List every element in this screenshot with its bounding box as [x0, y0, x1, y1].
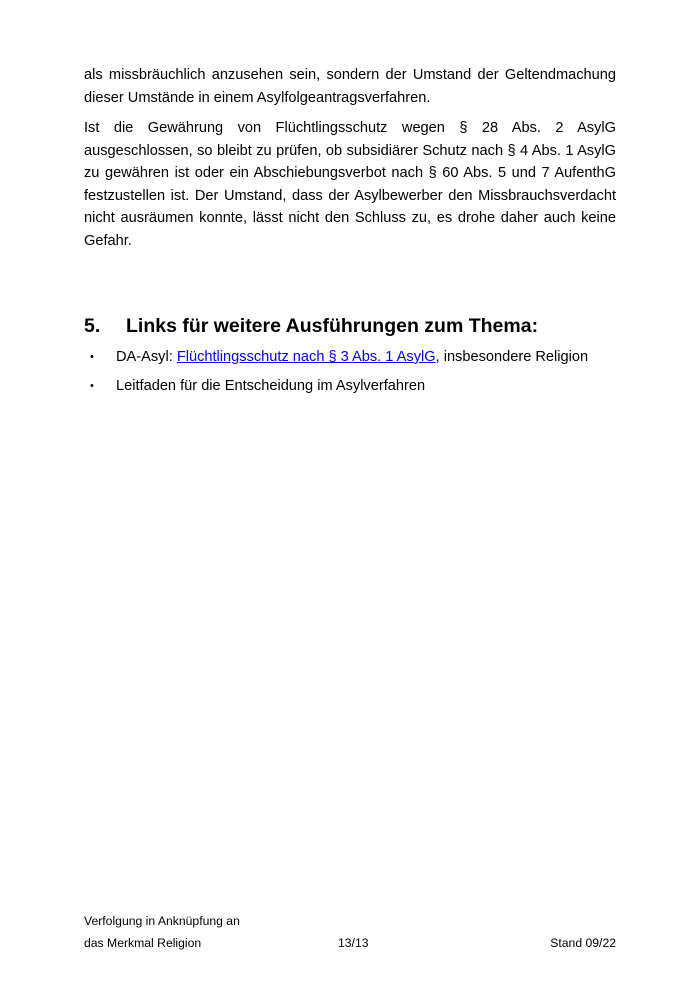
page-content — [84, 64, 616, 403]
section-number: 5. — [84, 315, 101, 337]
page-number: 13/13 — [338, 936, 369, 950]
list-item-prefix: DA-Asyl: — [116, 349, 177, 365]
footer-row — [84, 932, 616, 954]
section-heading — [84, 314, 616, 338]
footer-title-line-1: Verfolgung in Anknüpfung an — [84, 914, 240, 928]
paragraph-1: als missbräuchlich anzusehen sein, sondern der Umstand der Geltendmachung dieser Umstände in einem Asylfolgeantragsverfahren. — [84, 67, 616, 106]
fluechtlingsschutz-link[interactable]: Flüchtlingsschutz nach § 3 Abs. 1 AsylG — [176, 349, 436, 365]
list-item-suffix: , insbesondere Religion — [435, 349, 589, 365]
list-item-leitfaden — [84, 375, 616, 398]
paragraph-2: Ist die Gewährung von Flüchtlingsschutz wegen § 28 Abs. 2 AsylG ausgeschlossen, so bleibt zu prüfen, ob subsidiärer Schutz nach § 4 Abs. 1 AsylG zu gewähren ist oder ein Abschiebungsverbot nach § 60 Abs. 5 und 7 AufenthG festzustellen ist. Der Umstand, dass der Asylbewerber den Missbrauchsverdacht nicht ausräumen konnte, lässt nicht den Schluss zu, es drohe daher auch keine Gefahr. — [84, 120, 616, 249]
bullet-icon: • — [90, 379, 94, 392]
links-list — [84, 346, 616, 397]
page-footer — [84, 910, 616, 954]
list-item-text — [116, 346, 588, 369]
list-item-text: Leitfaden für die Entscheidung im Asylverfahren — [116, 377, 426, 394]
footer-stand: Stand 09/22 — [550, 936, 616, 950]
section-title: Links für weitere Ausführungen zum Thema: — [126, 315, 539, 337]
bullet-icon: • — [90, 351, 94, 363]
footer-title-line-2: das Merkmal Religion — [84, 936, 202, 950]
list-item-da-asyl — [84, 346, 616, 369]
